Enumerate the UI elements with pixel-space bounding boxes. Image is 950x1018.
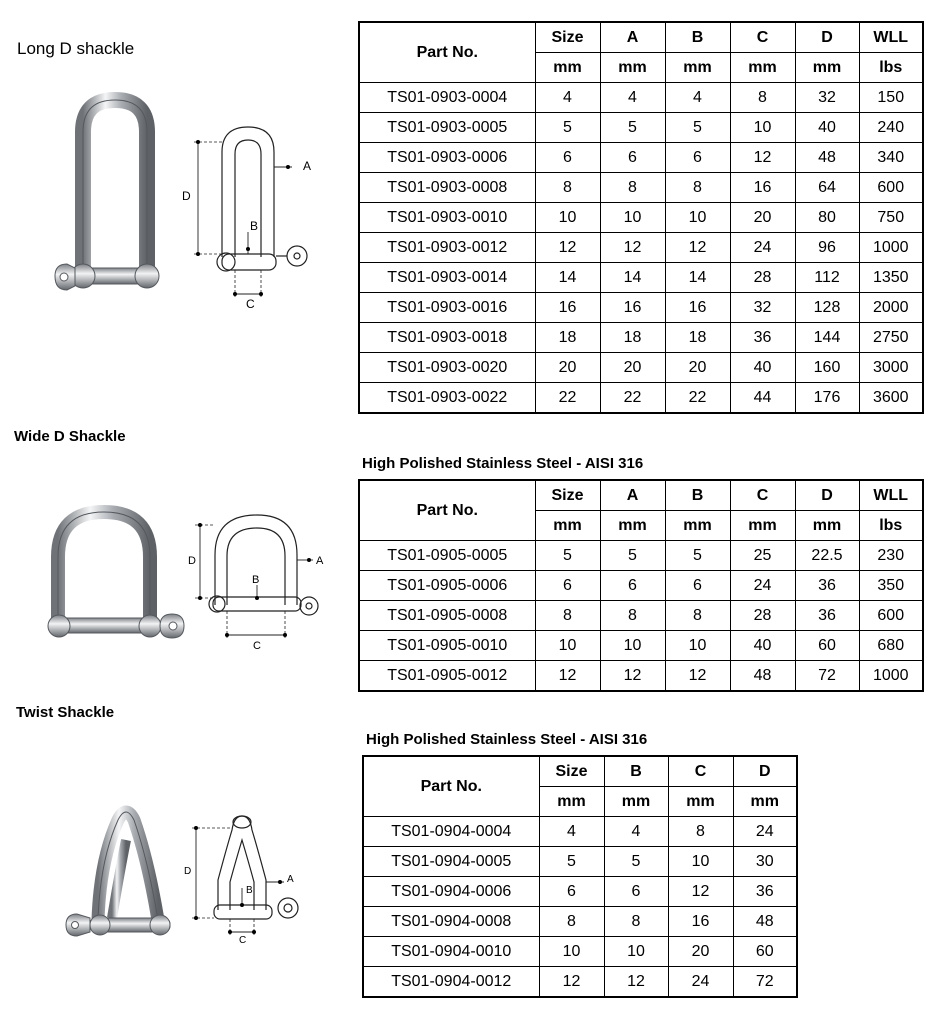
value-cell: 128	[795, 293, 859, 323]
value-cell: 48	[733, 907, 797, 937]
value-cell: 20	[730, 203, 795, 233]
value-cell: 28	[730, 601, 795, 631]
value-cell: 5	[535, 541, 600, 571]
header-b: B	[604, 756, 668, 787]
value-cell: 150	[859, 83, 923, 113]
table-row	[363, 877, 797, 907]
dim-label-b: B	[246, 885, 253, 896]
value-cell: 40	[730, 631, 795, 661]
value-cell: 6	[535, 571, 600, 601]
wide-d-shackle-spec-table	[358, 479, 924, 692]
value-cell: 24	[730, 571, 795, 601]
value-cell: 18	[665, 323, 730, 353]
value-cell: 22	[535, 383, 600, 414]
unit-cell: mm	[600, 53, 665, 83]
value-cell: 32	[795, 83, 859, 113]
twist-shackle-photo	[60, 800, 190, 960]
value-cell: 44	[730, 383, 795, 414]
wide-d-shackle-photo	[42, 502, 187, 652]
value-cell: 10	[665, 203, 730, 233]
value-cell: 20	[668, 937, 733, 967]
value-cell: 36	[795, 571, 859, 601]
value-cell: 8	[668, 817, 733, 847]
table-row	[359, 263, 923, 293]
value-cell: 10	[539, 937, 604, 967]
value-cell: 3000	[859, 353, 923, 383]
unit-cell: mm	[795, 53, 859, 83]
part-number-cell: TS01-0905-0010	[359, 631, 535, 661]
unit-cell: mm	[665, 53, 730, 83]
wide-d-shackle-diagram	[185, 510, 335, 655]
value-cell: 32	[730, 293, 795, 323]
header-c: C	[730, 22, 795, 53]
value-cell: 80	[795, 203, 859, 233]
table-row	[359, 233, 923, 263]
unit-cell: mm	[604, 787, 668, 817]
value-cell: 10	[730, 113, 795, 143]
value-cell: 16	[535, 293, 600, 323]
table-row	[359, 383, 923, 414]
value-cell: 6	[535, 143, 600, 173]
value-cell: 8	[604, 907, 668, 937]
value-cell: 10	[668, 847, 733, 877]
value-cell: 12	[730, 143, 795, 173]
table-row	[359, 631, 923, 661]
value-cell: 4	[604, 817, 668, 847]
value-cell: 112	[795, 263, 859, 293]
value-cell: 24	[668, 967, 733, 998]
value-cell: 16	[600, 293, 665, 323]
header-a: A	[600, 22, 665, 53]
header-d: D	[795, 22, 859, 53]
dim-label-c: C	[246, 297, 255, 311]
value-cell: 4	[539, 817, 604, 847]
part-number-cell: TS01-0904-0005	[363, 847, 539, 877]
twist-shackle-title: Twist Shackle	[16, 704, 115, 721]
dim-label-a: A	[287, 874, 294, 885]
value-cell: 5	[539, 847, 604, 877]
table-row	[359, 173, 923, 203]
header-d: D	[733, 756, 797, 787]
value-cell: 16	[665, 293, 730, 323]
value-cell: 5	[600, 113, 665, 143]
value-cell: 160	[795, 353, 859, 383]
table-row	[359, 661, 923, 692]
table-row	[363, 847, 797, 877]
wide-d-shackle-title: Wide D Shackle	[14, 428, 126, 445]
part-number-cell: TS01-0905-0008	[359, 601, 535, 631]
table-row	[359, 541, 923, 571]
value-cell: 6	[604, 877, 668, 907]
dim-label-a: A	[303, 159, 312, 173]
value-cell: 350	[859, 571, 923, 601]
unit-cell: mm	[668, 787, 733, 817]
unit-cell: mm	[535, 511, 600, 541]
value-cell: 40	[795, 113, 859, 143]
value-cell: 20	[665, 353, 730, 383]
table-row	[359, 203, 923, 233]
value-cell: 6	[665, 571, 730, 601]
part-number-cell: TS01-0904-0004	[363, 817, 539, 847]
dim-label-b: B	[250, 219, 259, 233]
header-size: Size	[535, 22, 600, 53]
value-cell: 8	[730, 83, 795, 113]
part-number-cell: TS01-0903-0020	[359, 353, 535, 383]
value-cell: 10	[604, 937, 668, 967]
value-cell: 6	[539, 877, 604, 907]
table-row	[359, 143, 923, 173]
unit-cell: mm	[730, 511, 795, 541]
part-number-cell: TS01-0905-0012	[359, 661, 535, 692]
value-cell: 30	[733, 847, 797, 877]
value-cell: 4	[600, 83, 665, 113]
value-cell: 14	[600, 263, 665, 293]
value-cell: 16	[668, 907, 733, 937]
dim-label-d: D	[184, 866, 192, 877]
value-cell: 10	[600, 203, 665, 233]
value-cell: 48	[795, 143, 859, 173]
part-number-cell: TS01-0904-0006	[363, 877, 539, 907]
value-cell: 22	[665, 383, 730, 414]
table-header-row	[359, 22, 923, 53]
table-row	[359, 571, 923, 601]
value-cell: 10	[600, 631, 665, 661]
table-row	[359, 83, 923, 113]
value-cell: 12	[535, 233, 600, 263]
header-part-no: Part No.	[359, 22, 535, 83]
long-d-shackle-spec-table	[358, 21, 924, 414]
table-header-row	[363, 756, 797, 787]
table-row	[359, 601, 923, 631]
value-cell: 12	[535, 661, 600, 692]
value-cell: 600	[859, 601, 923, 631]
value-cell: 20	[600, 353, 665, 383]
part-number-cell: TS01-0903-0016	[359, 293, 535, 323]
wide-d-material-subtitle: High Polished Stainless Steel - AISI 316	[362, 455, 644, 472]
value-cell: 4	[665, 83, 730, 113]
unit-cell: mm	[795, 511, 859, 541]
value-cell: 8	[600, 173, 665, 203]
part-number-cell: TS01-0903-0008	[359, 173, 535, 203]
value-cell: 1350	[859, 263, 923, 293]
value-cell: 12	[604, 967, 668, 998]
long-d-shackle-title: Long D shackle	[17, 39, 135, 58]
value-cell: 5	[665, 113, 730, 143]
table-row	[359, 353, 923, 383]
twist-material-subtitle: High Polished Stainless Steel - AISI 316	[366, 731, 648, 748]
value-cell: 48	[730, 661, 795, 692]
value-cell: 16	[730, 173, 795, 203]
unit-cell: lbs	[859, 511, 923, 541]
value-cell: 600	[859, 173, 923, 203]
value-cell: 36	[795, 601, 859, 631]
value-cell: 8	[665, 173, 730, 203]
value-cell: 22.5	[795, 541, 859, 571]
value-cell: 144	[795, 323, 859, 353]
value-cell: 8	[600, 601, 665, 631]
value-cell: 240	[859, 113, 923, 143]
header-part-no: Part No.	[363, 756, 539, 817]
value-cell: 40	[730, 353, 795, 383]
value-cell: 230	[859, 541, 923, 571]
value-cell: 24	[730, 233, 795, 263]
value-cell: 6	[600, 571, 665, 601]
value-cell: 36	[733, 877, 797, 907]
value-cell: 1000	[859, 233, 923, 263]
value-cell: 22	[600, 383, 665, 414]
header-c: C	[730, 480, 795, 511]
value-cell: 680	[859, 631, 923, 661]
unit-cell: mm	[730, 53, 795, 83]
value-cell: 8	[665, 601, 730, 631]
twist-shackle-diagram	[180, 810, 310, 945]
value-cell: 8	[539, 907, 604, 937]
table-row	[359, 323, 923, 353]
table-header-row	[359, 480, 923, 511]
value-cell: 5	[535, 113, 600, 143]
part-number-cell: TS01-0903-0010	[359, 203, 535, 233]
part-number-cell: TS01-0905-0005	[359, 541, 535, 571]
table-row	[359, 113, 923, 143]
unit-cell: mm	[535, 53, 600, 83]
value-cell: 1000	[859, 661, 923, 692]
value-cell: 10	[665, 631, 730, 661]
table-row	[363, 967, 797, 998]
value-cell: 12	[668, 877, 733, 907]
value-cell: 3600	[859, 383, 923, 414]
value-cell: 96	[795, 233, 859, 263]
value-cell: 10	[535, 631, 600, 661]
unit-cell: mm	[539, 787, 604, 817]
header-part-no: Part No.	[359, 480, 535, 541]
value-cell: 12	[665, 661, 730, 692]
header-c: C	[668, 756, 733, 787]
table-row	[359, 293, 923, 323]
dim-label-c: C	[253, 640, 261, 652]
header-b: B	[665, 480, 730, 511]
table-row	[363, 937, 797, 967]
value-cell: 10	[535, 203, 600, 233]
table-row	[363, 907, 797, 937]
value-cell: 72	[733, 967, 797, 998]
value-cell: 176	[795, 383, 859, 414]
part-number-cell: TS01-0903-0006	[359, 143, 535, 173]
value-cell: 24	[733, 817, 797, 847]
value-cell: 28	[730, 263, 795, 293]
table-row	[363, 817, 797, 847]
dim-label-b: B	[252, 574, 260, 586]
value-cell: 12	[600, 233, 665, 263]
part-number-cell: TS01-0903-0012	[359, 233, 535, 263]
part-number-cell: TS01-0903-0005	[359, 113, 535, 143]
header-d: D	[795, 480, 859, 511]
value-cell: 25	[730, 541, 795, 571]
value-cell: 8	[535, 601, 600, 631]
value-cell: 12	[600, 661, 665, 692]
long-d-shackle-photo	[45, 92, 180, 312]
value-cell: 18	[600, 323, 665, 353]
header-wll: WLL	[859, 480, 923, 511]
part-number-cell: TS01-0903-0004	[359, 83, 535, 113]
value-cell: 36	[730, 323, 795, 353]
value-cell: 6	[600, 143, 665, 173]
value-cell: 2000	[859, 293, 923, 323]
value-cell: 8	[535, 173, 600, 203]
part-number-cell: TS01-0903-0018	[359, 323, 535, 353]
unit-cell: lbs	[859, 53, 923, 83]
dim-label-d: D	[188, 555, 196, 567]
dim-label-c: C	[239, 935, 247, 945]
part-number-cell: TS01-0904-0012	[363, 967, 539, 998]
value-cell: 14	[535, 263, 600, 293]
unit-cell: mm	[665, 511, 730, 541]
part-number-cell: TS01-0903-0022	[359, 383, 535, 414]
header-b: B	[665, 22, 730, 53]
header-size: Size	[535, 480, 600, 511]
value-cell: 12	[665, 233, 730, 263]
value-cell: 750	[859, 203, 923, 233]
value-cell: 6	[665, 143, 730, 173]
unit-cell: mm	[600, 511, 665, 541]
value-cell: 5	[665, 541, 730, 571]
value-cell: 18	[535, 323, 600, 353]
value-cell: 340	[859, 143, 923, 173]
value-cell: 60	[733, 937, 797, 967]
value-cell: 14	[665, 263, 730, 293]
part-number-cell: TS01-0905-0006	[359, 571, 535, 601]
value-cell: 72	[795, 661, 859, 692]
dim-label-a: A	[316, 555, 324, 567]
header-a: A	[600, 480, 665, 511]
value-cell: 64	[795, 173, 859, 203]
header-size: Size	[539, 756, 604, 787]
part-number-cell: TS01-0904-0010	[363, 937, 539, 967]
value-cell: 20	[535, 353, 600, 383]
long-d-shackle-diagram	[180, 122, 325, 312]
value-cell: 4	[535, 83, 600, 113]
part-number-cell: TS01-0904-0008	[363, 907, 539, 937]
part-number-cell: TS01-0903-0014	[359, 263, 535, 293]
header-wll: WLL	[859, 22, 923, 53]
value-cell: 2750	[859, 323, 923, 353]
unit-cell: mm	[733, 787, 797, 817]
twist-shackle-spec-table	[362, 755, 798, 998]
value-cell: 5	[600, 541, 665, 571]
value-cell: 5	[604, 847, 668, 877]
dim-label-d: D	[182, 189, 191, 203]
value-cell: 60	[795, 631, 859, 661]
value-cell: 12	[539, 967, 604, 998]
